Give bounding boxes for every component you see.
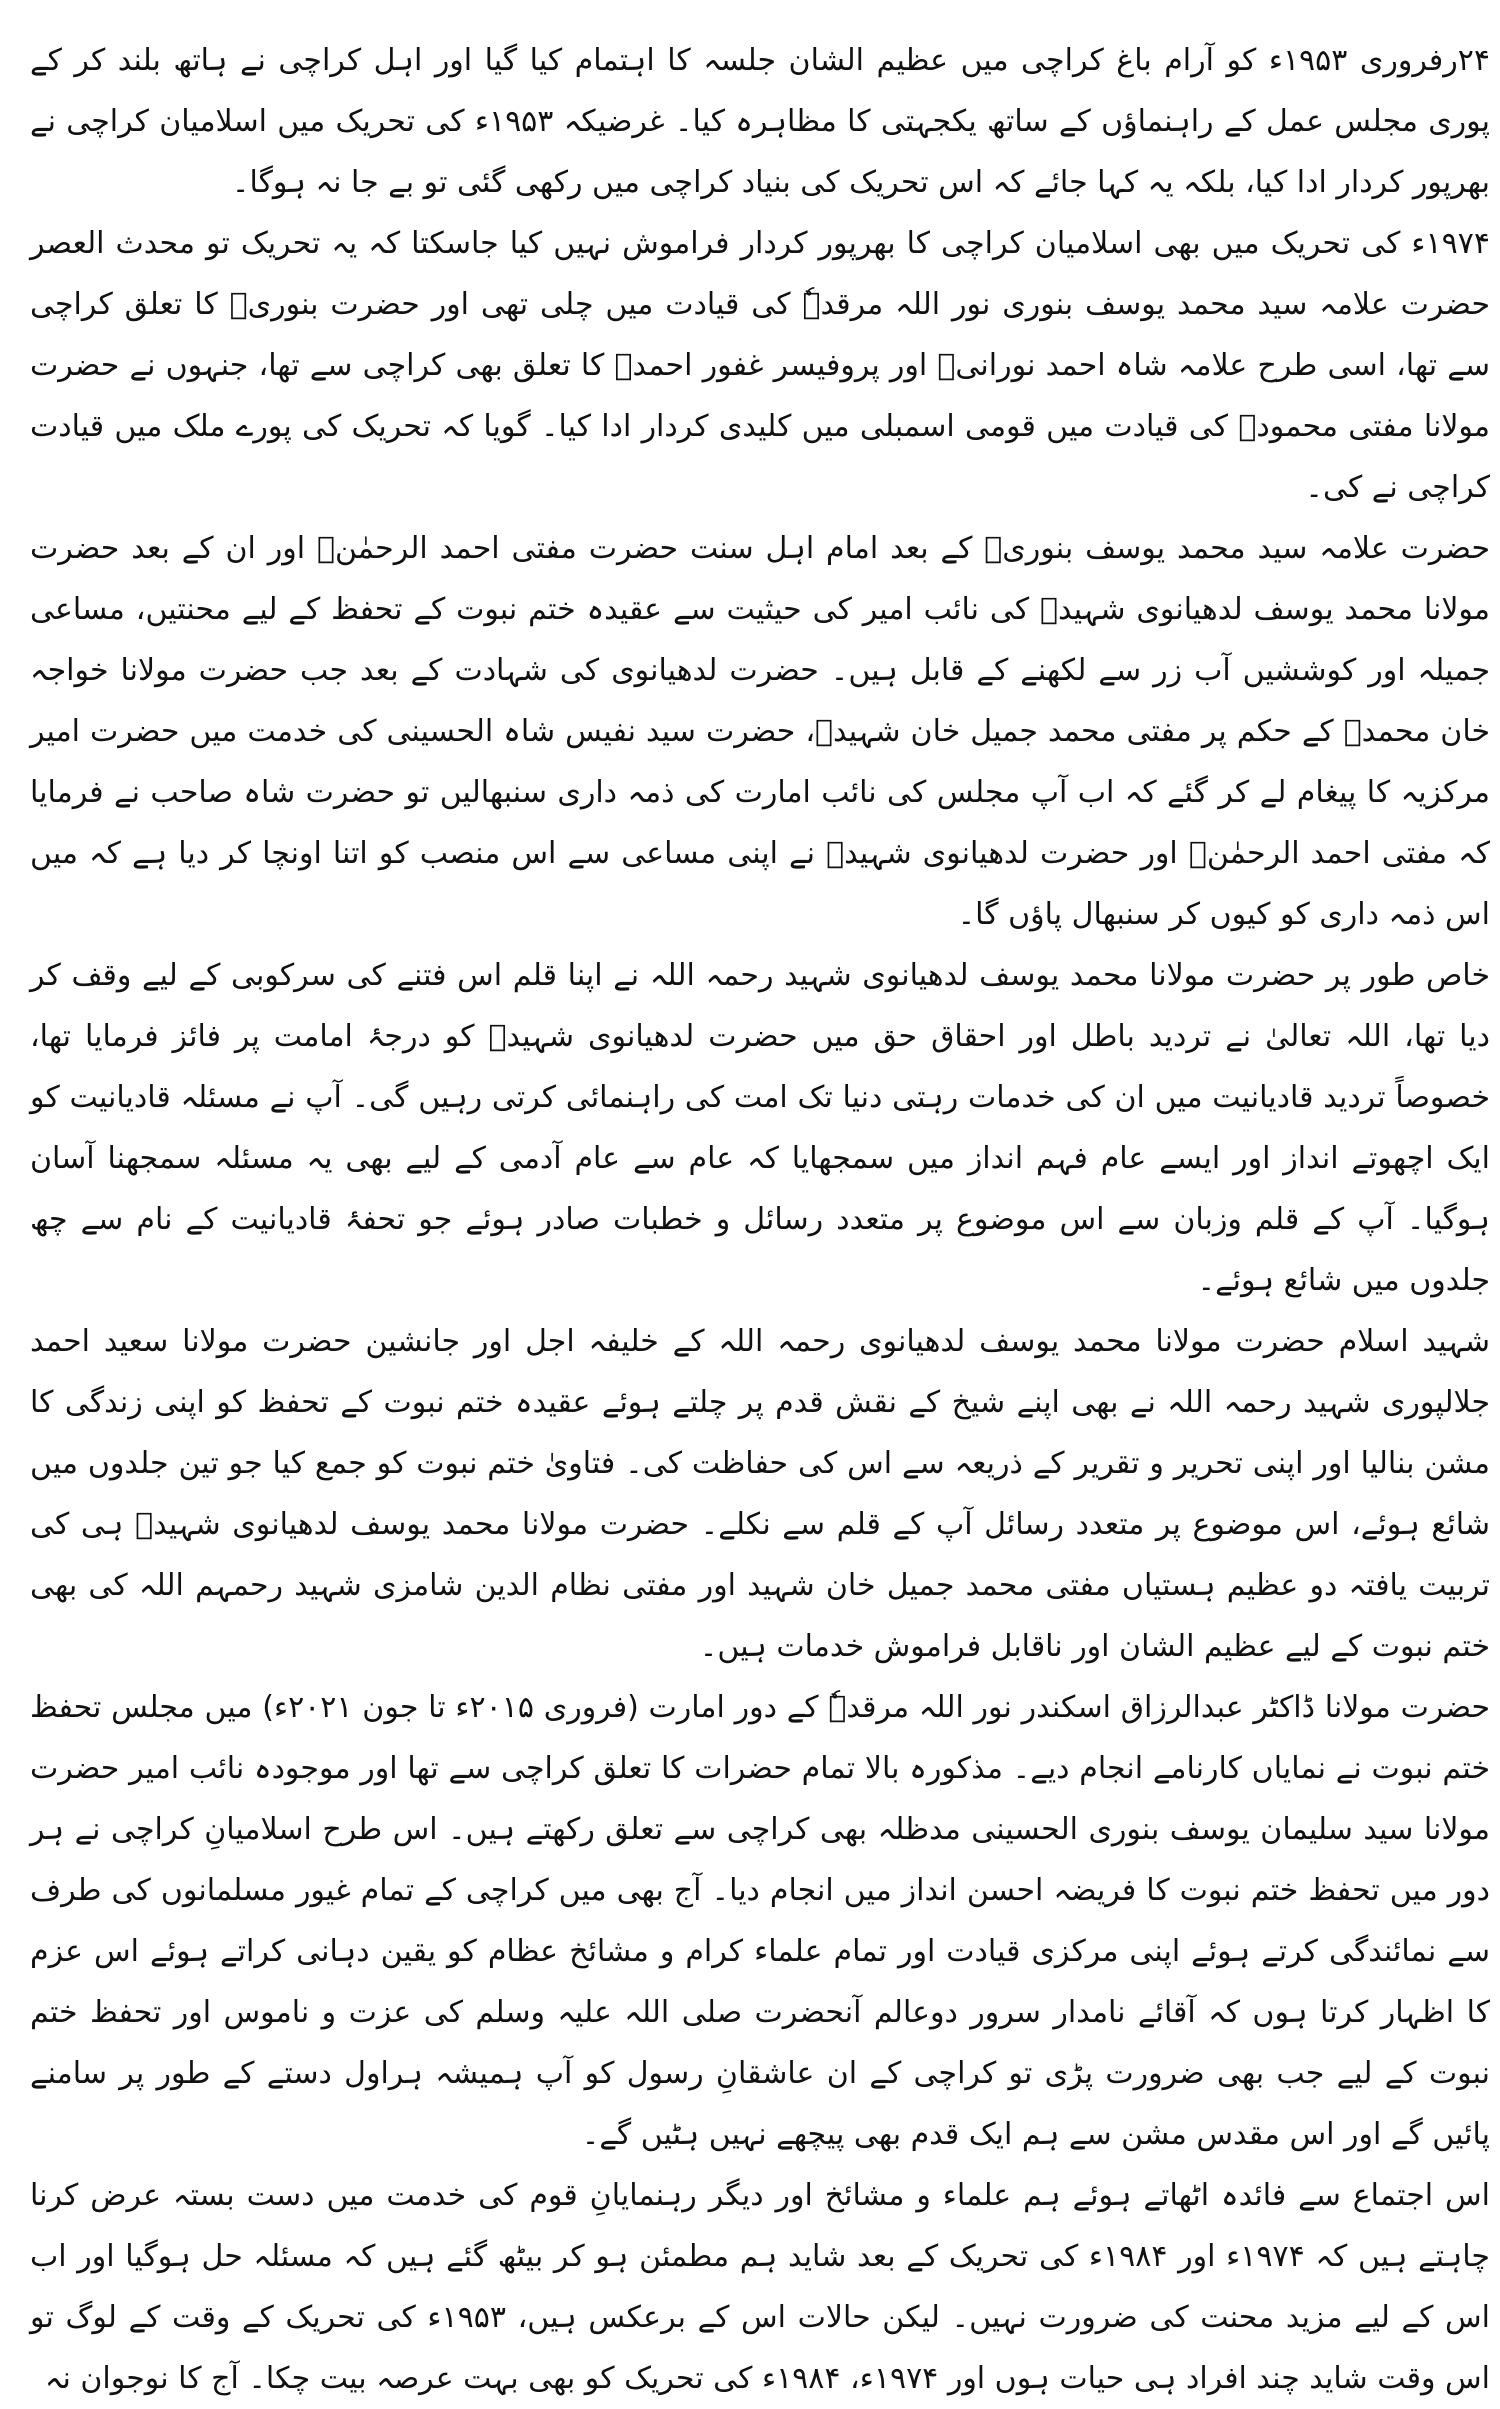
paragraph-1974-movement: ۱۹۷۴ء کی تحریک میں بھی اسلامیان کراچی کا بھرپور کردار فراموش نہیں کیا جاسکتا کہ یہ تحریک تو محدث العصر حضرت علامہ سید محمد یوسف بنوری نور اللہ مرقدہٗ کی قیادت میں چلی تھی اور حضرت بنوریؒ کا تعلق کراچی سے تھا، اسی طرح علامہ شاہ احمد نورانیؒ اور پروفیسر غفور احمدؒ کا تعلق بھی کراچی سے تھا، جنہوں نے حضرت مولانا مفتی محمودؒ کی قیادت میں قومی اسمبلی میں کلیدی کردار ادا کیا۔ گویا کہ تحریک کی پورے ملک میں قیادت کراچی نے کی۔ xyxy=(30,226,1490,505)
paragraph-appeal: اس اجتماع سے فائدہ اٹھاتے ہوئے ہم علماء و مشائخ اور دیگر رہنمایانِ قوم کی خدمت میں دست بستہ عرض کرنا چاہتے ہیں کہ ۱۹۷۴ء اور ۱۹۸۴ء کی تحریک کے بعد شاید ہم مطمئن ہو کر بیٹھ گئے ہیں کہ مسئلہ حل ہوگیا اور اب اس کے لیے مزید محنت کی ضرورت نہیں۔ لیکن حالات اس کے برعکس ہیں، ۱۹۵۳ء کی تحریک کے وقت کے لوگ تو اس وقت شاید چند افراد ہی حیات ہوں اور ۱۹۷۴ء، ۱۹۸۴ء کی تحریک کو بھی بہت عرصہ بیت چکا۔ آج کا نوجوان نہ xyxy=(30,2178,1490,2396)
document-page xyxy=(30,30,1491,2396)
paragraph-1953-rally: ۲۴رفروری ۱۹۵۳ء کو آرام باغ کراچی میں عظیم الشان جلسہ کا اہتمام کیا گیا اور اہل کراچی نے ہاتھ بلند کر کے پوری مجلس عمل کے راہنماؤں کے ساتھ یکجہتی کا مظاہرہ کیا۔ غرضیکہ ۱۹۵۳ء کی تحریک میں اسلامیان کراچی نے بھرپور کردار ادا کیا، بلکہ یہ کہا جائے کہ اس تحریک کی بنیاد کراچی میں رکھی گئی تو بے جا نہ ہوگا۔ xyxy=(30,43,1491,200)
paragraph-leadership-succession: حضرت علامہ سید محمد یوسف بنوریؒ کے بعد امام اہل سنت حضرت مفتی احمد الرحمٰنؒ اور ان کے بعد حضرت مولانا محمد یوسف لدھیانوی شہیدؒ کی نائب امیر کی حیثیت سے عقیدہ ختم نبوت کے تحفظ کے لیے محنتیں، مساعی جمیلہ اور کوششیں آب زر سے لکھنے کے قابل ہیں۔ حضرت لدھیانوی کی شہادت کے بعد جب حضرت مولانا خواجہ خان محمدؒ کے حکم پر مفتی محمد جمیل خان شہیدؒ، حضرت سید نفیس شاہ الحسینی کی خدمت میں حضرت امیر مرکزیہ کا پیغام لے کر گئے کہ اب آپ مجلس کی نائب امارت کی ذمہ داری سنبھالیں تو حضرت شاہ صاحب نے فرمایا کہ مفتی احمد الرحمٰنؒ اور حضرت لدھیانوی شہیدؒ نے اپنی مساعی سے اس منصب کو اتنا اونچا کر دیا ہے کہ میں اس ذمہ داری کو کیوں کر سنبھال پاؤں گا۔ xyxy=(30,531,1490,932)
paragraph-ludhianvi-writings: خاص طور پر حضرت مولانا محمد یوسف لدھیانوی شہید رحمہ اللہ نے اپنا قلم اس فتنے کی سرکوبی کے لیے وقف کر دیا تھا، اللہ تعالیٰ نے تردید باطل اور احقاق حق میں حضرت لدھیانوی شہیدؒ کو درجۂ امامت پر فائز فرمایا تھا، خصوصاً تردید قادیانیت میں ان کی خدمات رہتی دنیا تک امت کی راہنمائی کرتی رہیں گی۔ آپ نے مسئلہ قادیانیت کو ایک اچھوتے انداز اور ایسے عام فہم انداز میں سمجھایا کہ عام سے عام آدمی کے لیے بھی یہ مسئلہ سمجھنا آسان ہوگیا۔ آپ کے قلم وزبان سے اس موضوع پر متعدد رسائل و خطبات صادر ہوئے جو تحفۂ قادیانیت کے نام سے چھ جلدوں میں شائع ہوئے۔ xyxy=(30,958,1490,1298)
paragraph-jalalpuri-services: شہید اسلام حضرت مولانا محمد یوسف لدھیانوی رحمہ اللہ کے خلیفہ اجل اور جانشین حضرت مولانا سعید احمد جلالپوری شہید رحمہ اللہ نے بھی اپنے شیخ کے نقش قدم پر چلتے ہوئے عقیدہ ختم نبوت کے تحفظ کو اپنی زندگی کا مشن بنالیا اور اپنی تحریر و تقریر کے ذریعہ سے اس کی حفاظت کی۔ فتاویٰ ختم نبوت کو جمع کیا جو تین جلدوں میں شائع ہوئے، اس موضوع پر متعدد رسائل آپ کے قلم سے نکلے۔ حضرت مولانا محمد یوسف لدھیانوی شہیدؒ ہی کی تربیت یافتہ دو عظیم ہستیاں مفتی محمد جمیل خان شہید اور مفتی نظام الدین شامزی شہید رحمہم اللہ کی بھی ختم نبوت کے لیے عظیم الشان اور ناقابل فراموش خدمات ہیں۔ xyxy=(30,1324,1490,1664)
paragraph-karachi-pledge: حضرت مولانا ڈاکٹر عبدالرزاق اسکندر نور اللہ مرقدہٗ کے دور امارت (فروری ۲۰۱۵ء تا جون ۲۰۲۱ء) میں مجلس تحفظ ختم نبوت نے نمایاں کارنامے انجام دیے۔ مذکورہ بالا تمام حضرات کا تعلق کراچی سے تھا اور موجودہ نائب امیر حضرت مولانا سید سلیمان یوسف بنوری الحسینی مدظلہ بھی کراچی سے تعلق رکھتے ہیں۔ اس طرح اسلامیانِ کراچی نے ہر دور میں تحفظ ختم نبوت کا فریضہ احسن انداز میں انجام دیا۔ آج بھی میں کراچی کے تمام غیور مسلمانوں کی طرف سے نمائندگی کرتے ہوئے اپنی مرکزی قیادت اور تمام علماء کرام و مشائخ عظام کو یقین دہانی کراتے ہوئے اس عزم کا اظہار کرتا ہوں کہ آقائے نامدار سرور دوعالم آنحضرت صلی اللہ علیہ وسلم کی عزت و ناموس اور تحفظ ختم نبوت کے لیے جب بھی ضرورت پڑی تو کراچی کے ان عاشقانِ رسول کو آپ ہمیشہ ہراول دستے کے طور پر سامنے پائیں گے اور اس مقدس مشن سے ہم ایک قدم بھی پیچھے نہیں ہٹیں گے۔ xyxy=(30,1690,1491,2152)
